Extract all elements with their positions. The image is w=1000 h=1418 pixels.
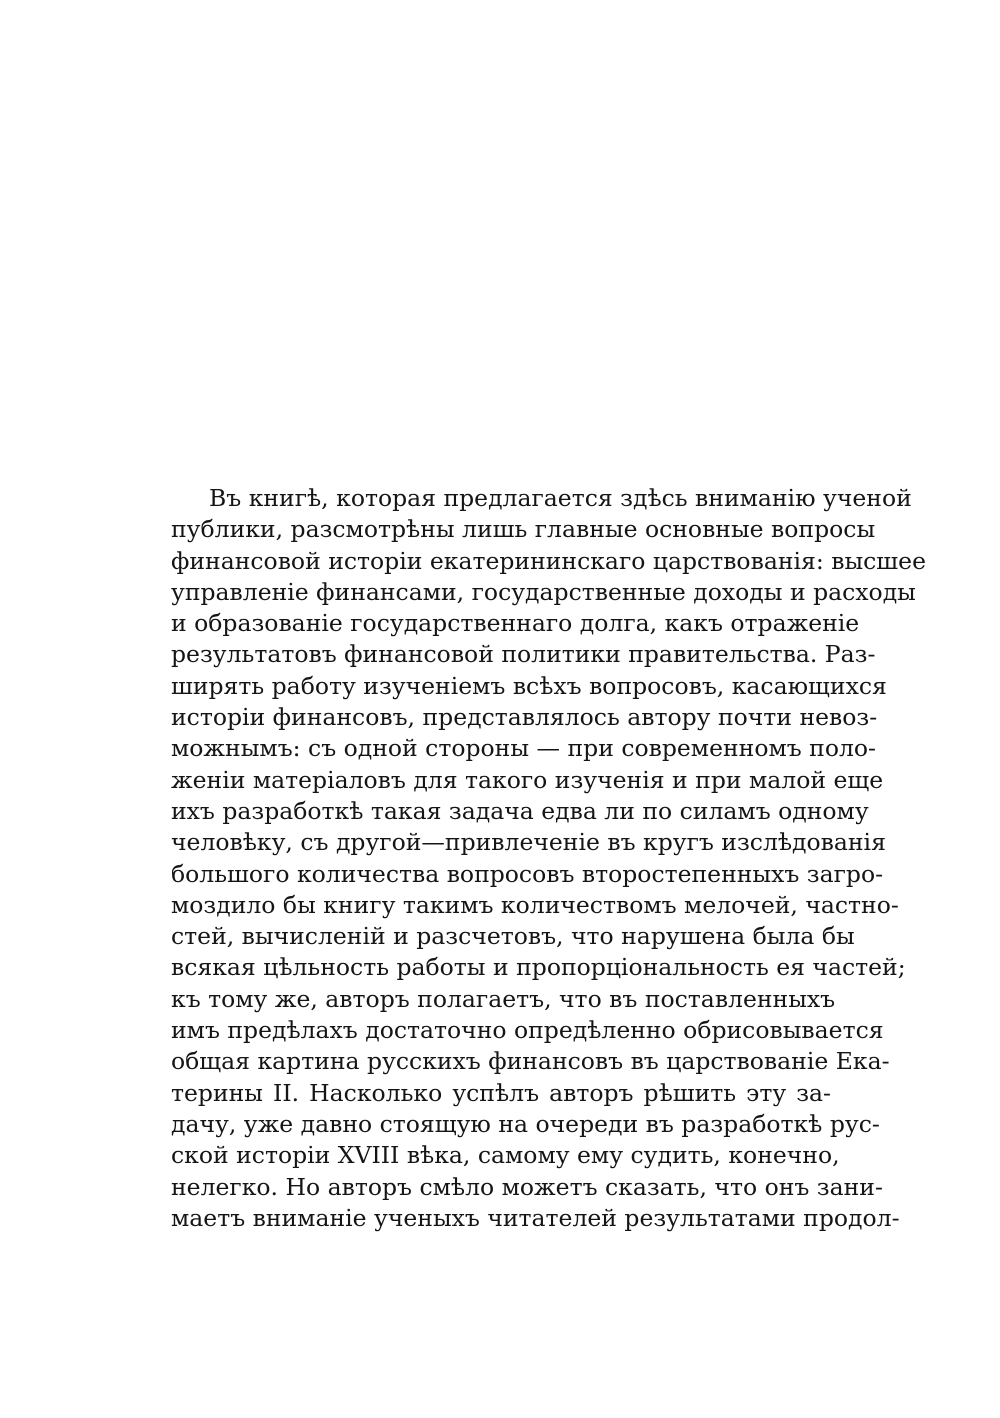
- text-line: стей, вычисленій и разсчетовъ, что нарушена была бы: [171, 922, 855, 951]
- text-line: маетъ вниманіе ученыхъ читателей результатами продол-: [171, 1203, 900, 1232]
- text-line: ихъ разработкѣ такая задача едва ли по силамъ одному: [171, 796, 869, 825]
- text-line: финансовой исторіи екатерининскаго царствованія: высшее: [171, 546, 926, 575]
- text-line: человѣку, съ другой—привлеченіе въ кругъ изслѣдованія: [171, 828, 886, 857]
- text-line: можнымъ: съ одной стороны — при современномъ поло-: [171, 734, 876, 763]
- text-line: исторіи финансовъ, представлялось автору почти невоз-: [171, 703, 878, 732]
- text-line: ширять работу изученіемъ всѣхъ вопросовъ, касающихся: [171, 671, 887, 700]
- text-line: моздило бы книгу такимъ количествомъ мелочей, частно-: [171, 890, 899, 919]
- text-line: ской исторіи XVIII вѣка, самому ему судить, конечно,: [171, 1141, 840, 1170]
- text-line: публики, разсмотрѣны лишь главные основные вопросы: [171, 515, 876, 544]
- text-line: терины II. Насколько успѣлъ авторъ рѣшить эту за-: [171, 1078, 831, 1107]
- text-line: имъ предѣлахъ достаточно опредѣленно обрисовывается: [171, 1016, 884, 1045]
- text-line: къ тому же, авторъ полагаетъ, что въ поставленныхъ: [171, 984, 836, 1013]
- text-line: женіи матеріаловъ для такого изученія и при малой еще: [171, 765, 884, 794]
- preface-paragraph: [171, 483, 926, 1234]
- text-line: всякая цѣльность работы и пропорціональность ея частей;: [171, 953, 906, 982]
- text-line: Въ книгѣ, которая предлагается здѣсь вниманію ученой: [209, 484, 912, 512]
- text-line: большого количества вопросовъ второстепенныхъ загро-: [171, 859, 884, 888]
- text-line: нелегко. Но авторъ смѣло можетъ сказать, что онъ зани-: [171, 1172, 883, 1201]
- text-line: результатовъ финансовой политики правительства. Раз-: [171, 640, 876, 669]
- text-line: общая картина русскихъ финансовъ въ царствованіе Ека-: [171, 1047, 890, 1076]
- text-line: управленіе финансами, государственные доходы и расходы: [171, 577, 916, 606]
- text-line: дачу, уже давно стоящую на очереди въ разработкѣ рус-: [171, 1109, 880, 1138]
- text-line: и образованіе государственнаго долга, какъ отраженіе: [171, 609, 860, 638]
